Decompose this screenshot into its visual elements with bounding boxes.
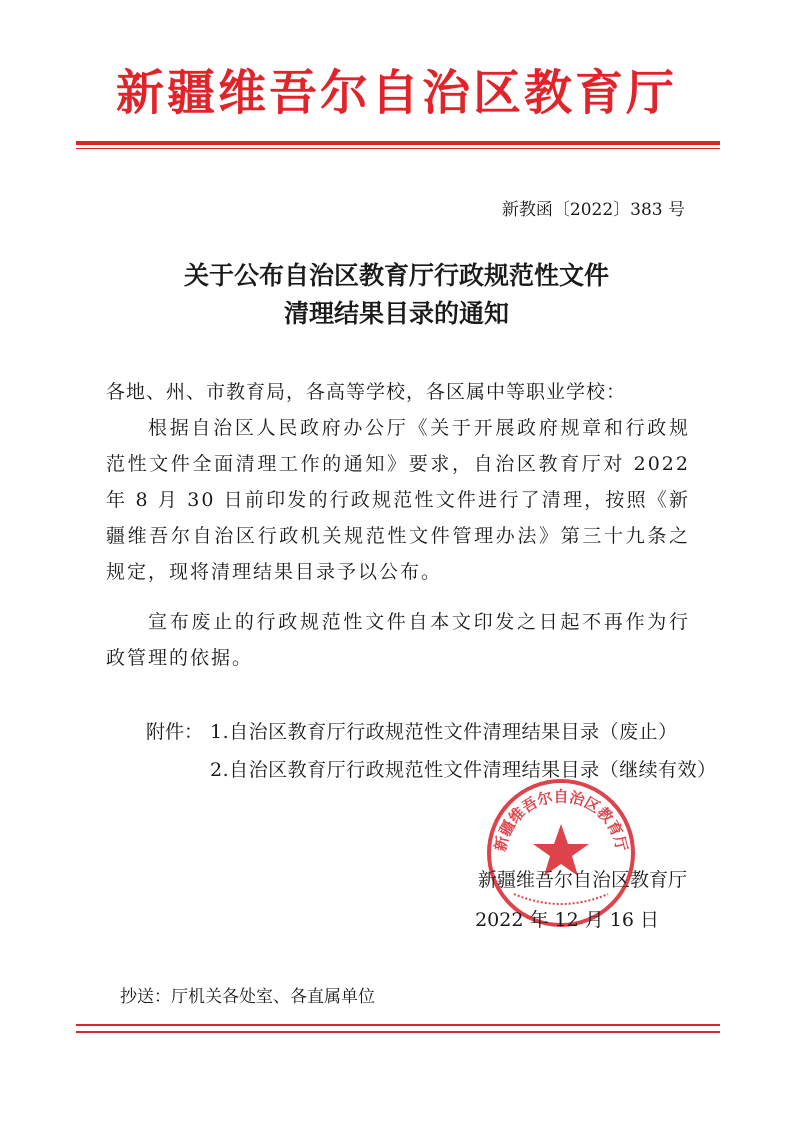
letterhead-rule-thick (76, 141, 720, 145)
document-title-line-1: 关于公布自治区教育厅行政规范性文件 (183, 261, 609, 290)
copy-to-line: 抄送：厅机关各处室、各直属单位 (120, 987, 375, 1007)
footer-rule-top (76, 1024, 720, 1026)
salutation: 各地、州、市教育局，各高等学校，各区属中等职业学校： (106, 381, 627, 403)
signature-organization: 新疆维吾尔自治区教育厅 (477, 869, 687, 891)
attachments-label: 附件： (146, 721, 204, 743)
document-title-line-2: 清理结果目录的通知 (283, 299, 509, 328)
seal-ring-text: 新疆维吾尔自治区教育厅 (491, 787, 631, 854)
attachment-item-2: 2.自治区教育厅行政规范性文件清理结果目录（继续有效） (210, 759, 717, 781)
letterhead-title: 新疆维吾尔自治区教育厅 (115, 65, 677, 121)
body-paragraph-1: 根据自治区人民政府办公厅《关于开展政府规章和行政规范性文件全面清理工作的通知》要求，自治区教育厅对 2022 年 8 月 30 日前印发的行政规范性文件进行了清理，按照《新疆维吾尔自治区行政机关规范性文件管理办法》第三十九条之规定，现将清理结果目录予以公布。 (106, 417, 690, 583)
body-paragraph-2: 宣布废止的行政规范性文件自本文印发之日起不再作为行政管理的依据。 (106, 611, 690, 669)
signature-date: 2022 年 12 月 16 日 (475, 909, 659, 931)
letterhead-rule-thin (76, 148, 720, 149)
footer-rule-bottom (76, 1031, 720, 1033)
attachment-item-1: 1.自治区教育厅行政规范性文件清理结果目录（废止） (210, 721, 678, 743)
document-number: 新教函〔2022〕383 号 (501, 200, 685, 220)
